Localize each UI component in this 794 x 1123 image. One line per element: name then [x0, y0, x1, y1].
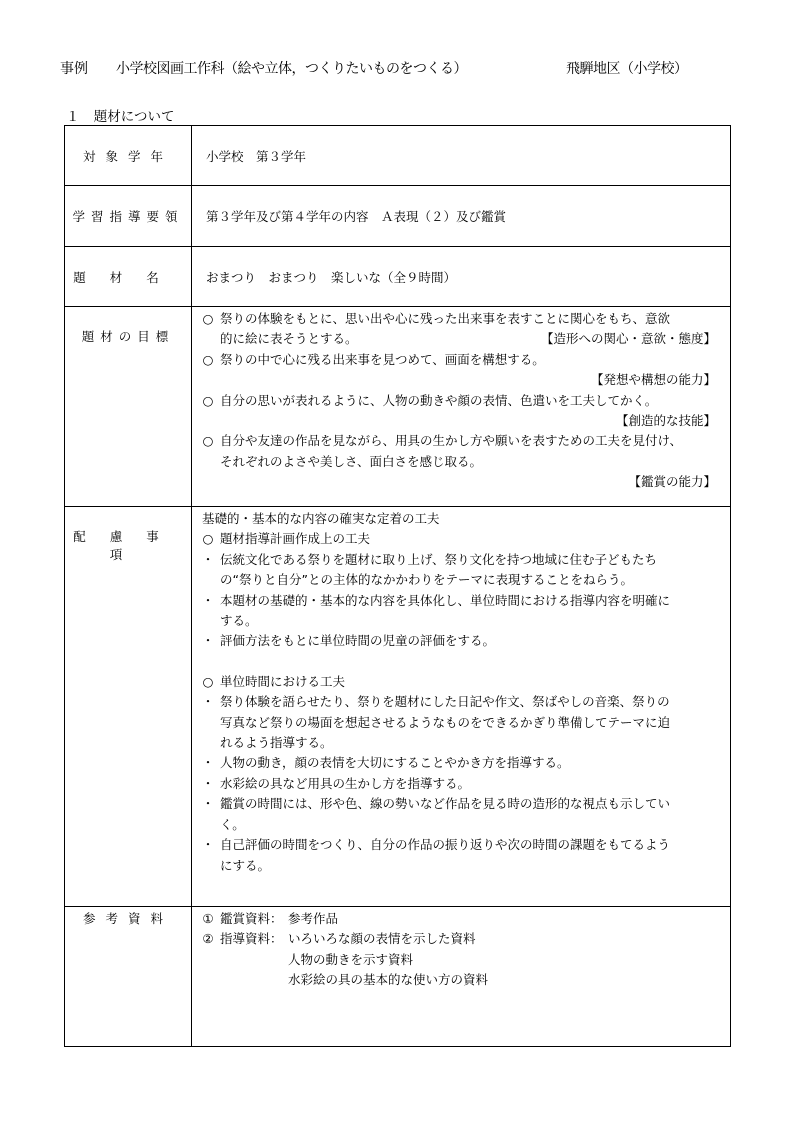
key-spacer [220, 950, 288, 970]
region-label: 飛騨地区（小学校） [566, 61, 688, 77]
reference-line [196, 929, 722, 949]
bullet-text: の“祭りと自分”との主体的なかかわりをテーマに表現することをねらう。 [220, 572, 633, 588]
bullet-text: 評価方法をもとに単位時間の児童の評価をする。 [220, 633, 496, 649]
reference-text: 人物の動きを示す資料 [288, 951, 414, 967]
goals-content [192, 307, 731, 507]
bullet-marker: ・ [201, 592, 215, 608]
bullet-marker: ・ [201, 633, 215, 649]
bullet-line [196, 753, 722, 773]
reference-line [196, 970, 722, 990]
goal-line [196, 452, 722, 472]
bullet-line [196, 815, 722, 835]
label-cell [65, 186, 192, 247]
bullet-line [196, 692, 722, 712]
bullet-line [196, 733, 722, 753]
reference-key: 指導資料： [220, 931, 283, 947]
bullet-marker: ・ [201, 694, 215, 710]
reference-text: 水彩絵の具の基本的な使い方の資料 [288, 972, 489, 988]
bullet-line [196, 713, 722, 733]
circle-marker: ○ [202, 311, 214, 326]
goal-line [196, 350, 722, 370]
goal-text: 的に絵に表そうとする。 [220, 331, 358, 347]
bullet-line [196, 856, 722, 876]
row-guideline [65, 186, 731, 247]
bullet-text: する。 [220, 613, 258, 629]
section-heading [66, 105, 175, 125]
bullet-text: く。 [220, 816, 245, 832]
row-considerations [65, 507, 731, 907]
subject-title: 小学校図画工作科（絵や立体，つくりたいものをつくる） [116, 61, 467, 77]
bullet-text: 祭り体験を語らせたり、祭りを題材にした日記や作文、祭ばやしの音楽、祭りの [220, 694, 670, 710]
section-number: １ [66, 109, 80, 125]
goal-line [196, 431, 722, 451]
goal-text: 自分の思いが表れるように、人物の動きや顔の表情、色遣いを工夫してかく。 [220, 392, 658, 408]
marker-spacer [196, 856, 220, 876]
label-cell [65, 307, 192, 507]
target-grade-value: 小学校 第３学年 [192, 126, 731, 186]
bullet-text: 写真など祭りの場面を想起させるようなものをできるかぎり準備してテーマに迫 [220, 714, 671, 730]
label-cell [65, 507, 192, 907]
marker-spacer [196, 950, 220, 970]
key-spacer [220, 970, 288, 990]
goal-text: それぞれのよさや美しさ、面白さを感じ取る。 [220, 453, 483, 469]
goals-label: 題材の目標 [81, 329, 175, 344]
bullet-line [196, 631, 722, 651]
considerations-heading: 基礎的・基本的な内容の確実な定着の工夫 [202, 511, 440, 526]
goal-tag: 【造形への関心・意欲・態度】 [540, 331, 716, 347]
bullet-text: 水彩絵の具など用具の生かし方を指導する。 [220, 775, 471, 791]
number-marker: ① [202, 911, 214, 926]
circle-marker: ○ [202, 433, 214, 449]
goal-text: 祭りの中で心に残る出来事を見つめて、画面を構想する。 [220, 351, 545, 367]
guideline-label: 学習指導要領 [72, 209, 184, 224]
bullet-text: 人物の動き，顔の表情を大切にすることやかき方を指導する。 [220, 755, 570, 771]
topic-name-label: 題材名 [73, 269, 183, 285]
bullet-text: れるよう指導する。 [220, 735, 333, 751]
circle-marker: ○ [202, 392, 214, 408]
section-title: 題材について [93, 109, 175, 125]
goals-list [192, 307, 730, 493]
bullet-text: 本題材の基礎的・基本的な内容を具体化し、単位時間における指導内容を明確に [220, 592, 671, 608]
bullet-line [196, 570, 722, 590]
bullet-line [196, 835, 722, 855]
guideline-value: 第３学年及び第４学年の内容 Ａ表現（２）及び鑑賞 [192, 186, 731, 247]
bullet-text: 伝統文化である祭りを題材に取り上げ、祭り文化を持つ地域に住む子どもたち [220, 551, 658, 567]
goal-tag: 【創造的な技能】 [615, 413, 716, 429]
reference-line [196, 950, 722, 970]
reference-text: いろいろな顔の表情を示した資料 [288, 931, 476, 947]
bullet-line [196, 774, 722, 794]
references-list [192, 907, 730, 991]
marker-spacer [196, 733, 220, 753]
marker-spacer [196, 713, 220, 733]
marker-spacer [196, 611, 220, 631]
bullet-text: 鑑賞の時間には、形や色、線の勢いなど作品を見る時の造形的な視点も示してい [220, 796, 671, 812]
row-topic-name [65, 247, 731, 307]
bullet-line [196, 591, 722, 611]
goal-text: 祭りの体験をもとに、思い出や心に残った出来事を表すことに関心をもち、意欲 [220, 311, 671, 326]
bullet-text: にする。 [220, 857, 271, 873]
bullet-line [196, 550, 722, 570]
bullet-marker: ・ [201, 551, 215, 567]
references-label: 参考資料 [82, 911, 173, 926]
goal-text: 自分や友達の作品を見ながら、用具の生かし方や願いを表すための工夫を見付け、 [220, 433, 683, 449]
goal-tag: 【発想や構想の能力】 [590, 372, 716, 388]
goal-line [196, 391, 722, 411]
goal-tag: 【鑑賞の能力】 [628, 474, 716, 490]
goal-line [196, 309, 722, 329]
bullet-text: 自己評価の時間をつくり、自分の作品の振り返りや次の時間の課題をもてるよう [220, 837, 671, 853]
topic-table [64, 125, 731, 1047]
marker-spacer [196, 570, 220, 590]
bullet-marker: ・ [201, 837, 215, 853]
bullet-marker: ・ [201, 796, 215, 812]
row-target-grade [65, 126, 731, 186]
bullet-line [196, 611, 722, 631]
marker-spacer [196, 970, 220, 990]
reference-line [196, 909, 722, 929]
circle-marker: ○ [202, 351, 214, 367]
plan-section-title: ○ 題材指導計画作成上の工夫 [196, 529, 722, 549]
unit-section-title: ○ 単位時間における工夫 [196, 672, 722, 692]
reference-text: 参考作品 [288, 911, 339, 926]
marker-spacer [196, 452, 220, 472]
label-cell [65, 247, 192, 307]
bullet-marker: ・ [201, 755, 215, 771]
circle-marker: ○ [202, 673, 214, 689]
considerations-label: 配慮事項 [73, 529, 183, 562]
target-grade-label: 対象学年 [82, 148, 173, 164]
row-references [65, 907, 731, 1047]
number-marker: ② [202, 931, 214, 947]
row-goals [65, 307, 731, 507]
topic-name-value: おまつり おまつり 楽しいな（全９時間） [192, 247, 731, 307]
references-content [192, 907, 731, 1047]
reference-key: 鑑賞資料： [220, 911, 283, 926]
bullet-line [196, 794, 722, 814]
marker-spacer [196, 329, 220, 349]
bullet-marker: ・ [201, 775, 215, 791]
case-label: 事例 [60, 61, 88, 77]
considerations-content [192, 507, 731, 907]
label-cell [65, 907, 192, 1047]
document-header [0, 58, 794, 78]
marker-spacer [196, 815, 220, 835]
label-cell [65, 126, 192, 186]
considerations-list [192, 507, 730, 876]
circle-marker: ○ [202, 531, 214, 547]
